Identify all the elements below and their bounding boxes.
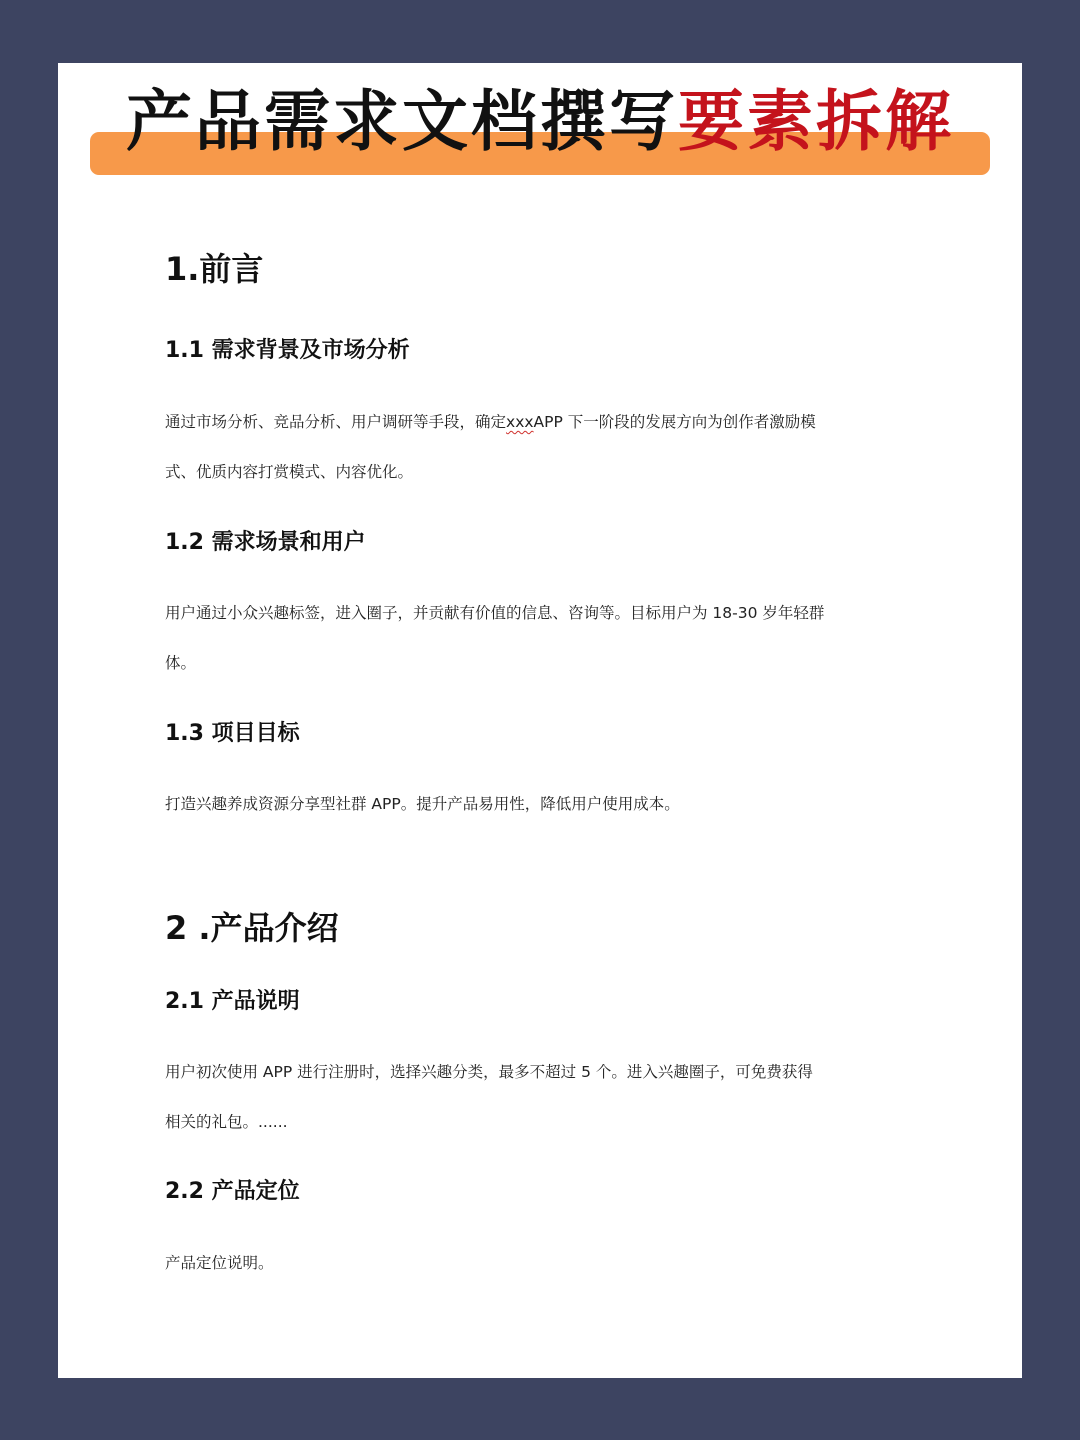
subsection-heading-scenario: 1.2 需求场景和用户	[165, 530, 366, 555]
spellcheck-flagged-word: xxx	[506, 413, 534, 431]
paragraph-description: 用户初次使用 APP 进行注册时，选择兴趣分类，最多不超过 5 个。进入兴趣圈子，可免费获得相关的礼包。......	[165, 1063, 813, 1131]
subsection-heading-background: 1.1 需求背景及市场分析	[165, 338, 410, 363]
paragraph-background	[165, 397, 825, 497]
subsection-heading-description: 2.1 产品说明	[165, 989, 300, 1014]
section-heading-product: 2 .产品介绍	[165, 909, 339, 947]
subsection-heading-goals: 1.3 项目目标	[165, 721, 300, 746]
paragraph-scenario: 用户通过小众兴趣标签，进入圈子，并贡献有价值的信息、咨询等。目标用户为 18-30 岁年轻群体。	[165, 604, 825, 672]
paragraph-background-text-before: 通过市场分析、竞品分析、用户调研等手段，确定	[165, 413, 507, 431]
section-heading-intro: 1.前言	[165, 250, 264, 288]
document-page	[58, 63, 1022, 1378]
paragraph-positioning: 产品定位说明。	[165, 1254, 274, 1272]
title-main: 产品需求文档撰写	[126, 82, 678, 160]
page-title	[58, 81, 1022, 161]
subsection-heading-positioning: 2.2 产品定位	[165, 1179, 300, 1204]
title-accent: 要素拆解	[678, 82, 954, 160]
paragraph-goals: 打造兴趣养成资源分享型社群 APP。提升产品易用性，降低用户使用成本。	[165, 795, 680, 813]
paragraph-background-text-after: APP 下一阶段的发展方向为创作者激励模式、优质内容打赏模式、内容优化。	[165, 413, 816, 481]
